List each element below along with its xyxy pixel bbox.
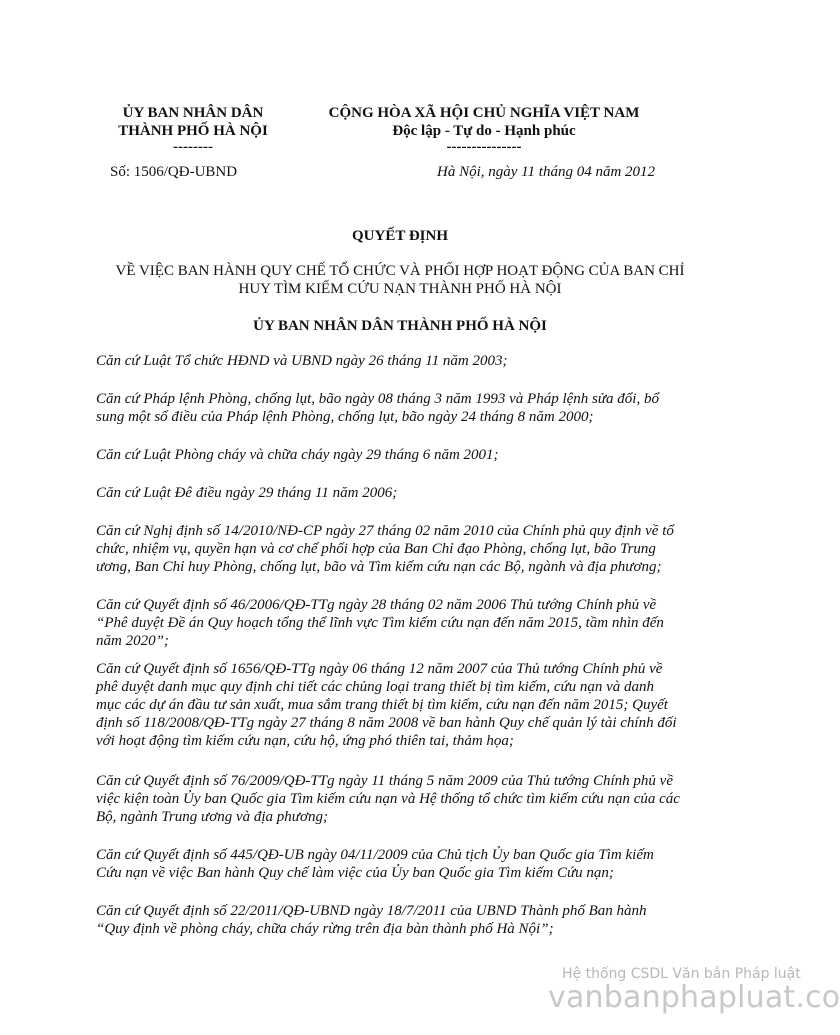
issuer-line-1: ỦY BAN NHÂN DÂN [122,105,264,121]
legal-basis-paragraph [96,660,706,750]
issuing-authority: ỦY BAN NHÂN DÂN THÀNH PHỐ HÀ NỘI [253,318,547,334]
motto: Độc lập - Tự do - Hạnh phúc [392,123,576,139]
legal-basis-paragraph [96,522,706,576]
legal-basis-line: mục các dự án đầu tư sản xuất, mua sắm trang thiết bị tìm kiếm, cứu nạn đến năm 2015; Quyết [96,697,668,713]
legal-basis-paragraph [96,596,706,650]
document-title: QUYẾT ĐỊNH [352,228,448,244]
legal-basis-line: Cứu nạn về việc Ban hành Quy chế làm việc của Ủy ban Quốc gia Tìm kiếm Cứu nạn; [96,865,614,881]
legal-basis-paragraph [96,352,706,370]
watermark-line-1: Hệ thống CSDL Văn bản Pháp luật [562,966,801,982]
legal-basis-line: sung một số điều của Pháp lệnh Phòng, chống lụt, bão ngày 24 tháng 8 năm 2000; [96,409,594,425]
issuer-divider: -------- [173,139,213,155]
legal-basis-line: chức, nhiệm vụ, quyền hạn và cơ chế phối hợp của Ban Chỉ đạo Phòng, chống lụt, bão Trung [96,541,656,557]
legal-basis-line: Căn cứ Nghị định số 14/2010/NĐ-CP ngày 27 tháng 02 năm 2010 của Chính phủ quy định về tổ [96,523,674,539]
legal-basis-line: Căn cứ Luật Tổ chức HĐND và UBND ngày 26 tháng 11 năm 2003; [96,353,508,369]
legal-basis-line: với hoạt động tìm kiếm cứu nạn, cứu hộ, ứng phó thiên tai, thảm họa; [96,733,514,749]
legal-basis-paragraph [96,390,706,426]
subject-line: HUY TÌM KIẾM CỨU NẠN THÀNH PHỐ HÀ NỘI [238,281,562,297]
national-motto-block [308,104,660,154]
document-number: Số: 1506/QĐ-UBND [110,164,238,180]
legal-basis-line: Căn cứ Pháp lệnh Phòng, chống lụt, bão ngày 08 tháng 3 năm 1993 và Pháp lệnh sửa đổi, bổ [96,391,659,407]
motto-divider: --------------- [446,139,522,155]
legal-basis-line: định số 118/2008/QĐ-TTg ngày 27 tháng 8 năm 2008 về ban hành Quy chế quản lý tài chính đối [96,715,677,731]
legal-basis-paragraph [96,446,706,464]
country-name: CỘNG HÒA XÃ HỘI CHỦ NGHĨA VIỆT NAM [328,105,640,121]
document-date: Hà Nội, ngày 11 tháng 04 năm 2012 [437,164,656,180]
legal-basis-line: Bộ, ngành Trung ương và địa phương; [96,809,328,825]
issuer-line-2: THÀNH PHỐ HÀ NỘI [118,123,268,139]
legal-basis-line: ương, Ban Chỉ huy Phòng, chống lụt, bão và Tìm kiếm cứu nạn các Bộ, ngành và địa phương; [96,559,662,575]
legal-basis-line: việc kiện toàn Ủy ban Quốc gia Tìm kiếm cứu nạn và Hệ thống tổ chức tìm kiếm cứu nạn của các [96,791,680,807]
legal-basis-paragraph [96,902,706,938]
legal-basis-line: Căn cứ Quyết định số 1656/QĐ-TTg ngày 06 tháng 12 năm 2007 của Thủ tướng Chính phủ về [96,661,663,677]
legal-basis-line: Căn cứ Luật Phòng cháy và chữa cháy ngày 29 tháng 6 năm 2001; [96,447,499,463]
issuer-block [98,104,288,154]
subject-line: VỀ VIỆC BAN HÀNH QUY CHẾ TỔ CHỨC VÀ PHỐI HỢP HOẠT ĐỘNG CỦA BAN CHỈ [115,263,685,279]
legal-basis-paragraph [96,846,706,882]
document-subject [90,262,710,298]
legal-basis-line: phê duyệt danh mục quy định chi tiết các chủng loại trang thiết bị tìm kiếm, cứu nạn và danh [96,679,655,695]
legal-basis-paragraph [96,772,706,826]
watermark-line-2: vanbanphapluat.co [548,980,840,1015]
legal-basis-line: Căn cứ Quyết định số 22/2011/QĐ-UBND ngày 18/7/2011 của UBND Thành phố Ban hành [96,903,647,919]
legal-basis-paragraph [96,484,706,502]
legal-basis-line: Căn cứ Quyết định số 445/QĐ-UB ngày 04/11/2009 của Chủ tịch Ủy ban Quốc gia Tìm kiếm [96,847,654,863]
legal-basis-line: Căn cứ Quyết định số 46/2006/QĐ-TTg ngày 28 tháng 02 năm 2006 Thủ tướng Chính phủ về [96,597,657,613]
legal-basis-line: “Phê duyệt Đề án Quy hoạch tổng thể lĩnh vực Tìm kiếm cứu nạn đến năm 2015, tầm nhìn đến [96,615,664,631]
legal-basis-line: “Quy định về phòng cháy, chữa cháy rừng trên địa bàn thành phố Hà Nội”; [96,921,554,937]
legal-basis-line: năm 2020”; [96,633,169,649]
legal-basis-line: Căn cứ Quyết định số 76/2009/QĐ-TTg ngày 11 tháng 5 năm 2009 của Thủ tướng Chính phủ về [96,773,673,789]
legal-basis-line: Căn cứ Luật Đê điều ngày 29 tháng 11 năm 2006; [96,485,398,501]
